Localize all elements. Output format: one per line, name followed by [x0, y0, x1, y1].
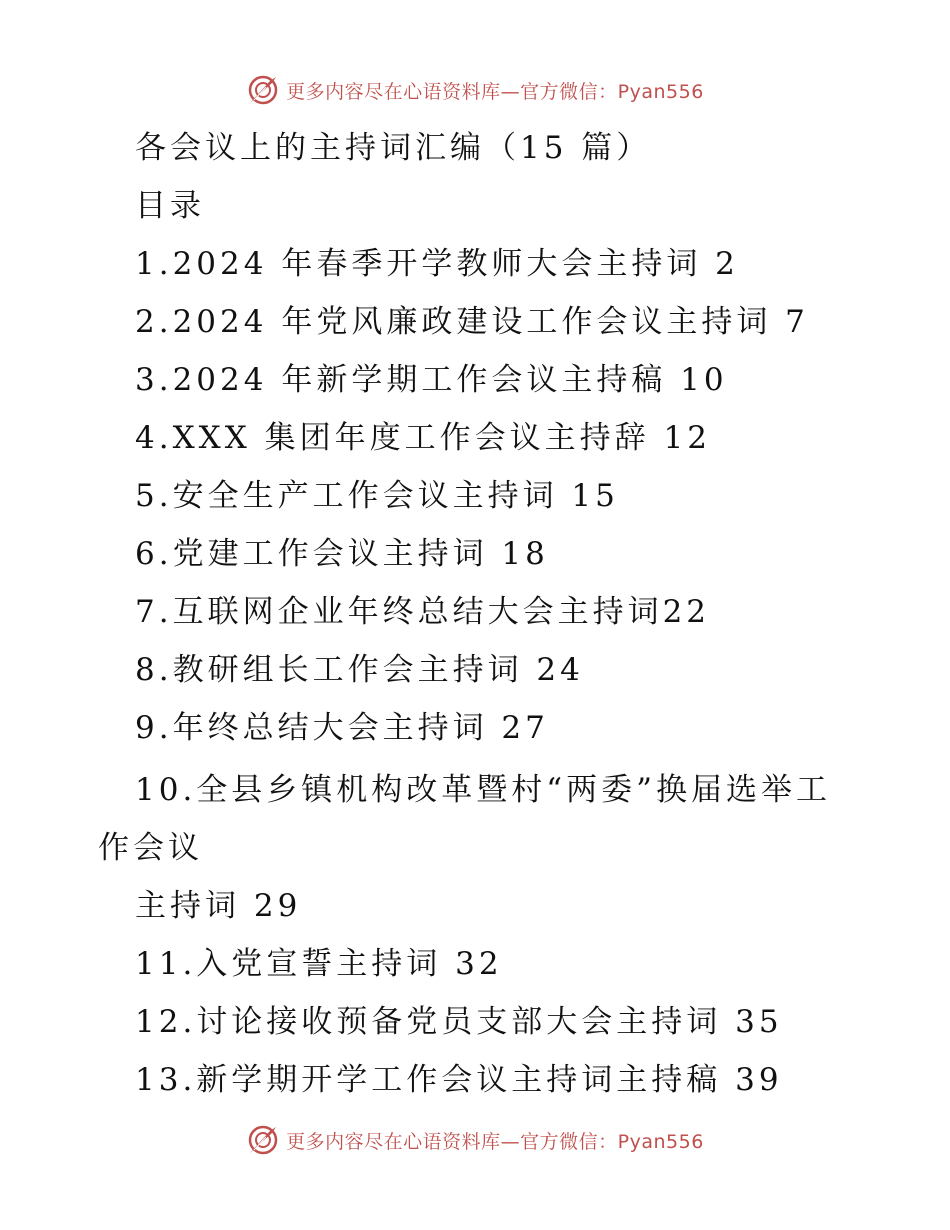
- banner-text: 更多内容尽在心语资料库—官方微信：Pyan556: [286, 80, 704, 103]
- toc-entry: 4.XXX 集团年度工作会议主持辞 12: [135, 420, 711, 456]
- toc-entry: 3.2024 年新学期工作会议主持稿 10: [135, 362, 728, 398]
- header-banner: [0, 70, 950, 110]
- toc-entry: 5.安全生产工作会议主持词 15: [135, 478, 619, 514]
- toc-heading: 目录: [135, 188, 205, 224]
- toc-entry: 2.2024 年党风廉政建设工作会议主持词 7: [135, 304, 809, 340]
- toc-entry: 9.年终总结大会主持词 27: [135, 710, 549, 746]
- quill-circle-logo-icon: [246, 1123, 280, 1157]
- toc-entry: 7.互联网企业年终总结大会主持词22: [135, 594, 711, 630]
- toc-entry-continuation: 作会议: [98, 830, 203, 866]
- toc-entry: 11.入党宣誓主持词 32: [135, 946, 503, 982]
- document-title: 各会议上的主持词汇编（15 篇）: [135, 130, 652, 166]
- toc-entry: 10.全县乡镇机构改革暨村“两委”换届选举工: [135, 772, 831, 808]
- toc-entry-continuation: 主持词 29: [135, 888, 302, 924]
- banner-text: 更多内容尽在心语资料库—官方微信：Pyan556: [286, 1130, 704, 1153]
- footer-banner: [0, 1120, 950, 1160]
- toc-entry: 13.新学期开学工作会议主持词主持稿 39: [135, 1062, 783, 1098]
- quill-circle-logo-icon: [246, 73, 280, 107]
- toc-entry: 6.党建工作会议主持词 18: [135, 536, 549, 572]
- toc-entry: 12.讨论接收预备党员支部大会主持词 35: [135, 1004, 783, 1040]
- toc-entry: 8.教研组长工作会主持词 24: [135, 652, 584, 688]
- toc-entry: 1.2024 年春季开学教师大会主持词 2: [135, 246, 739, 282]
